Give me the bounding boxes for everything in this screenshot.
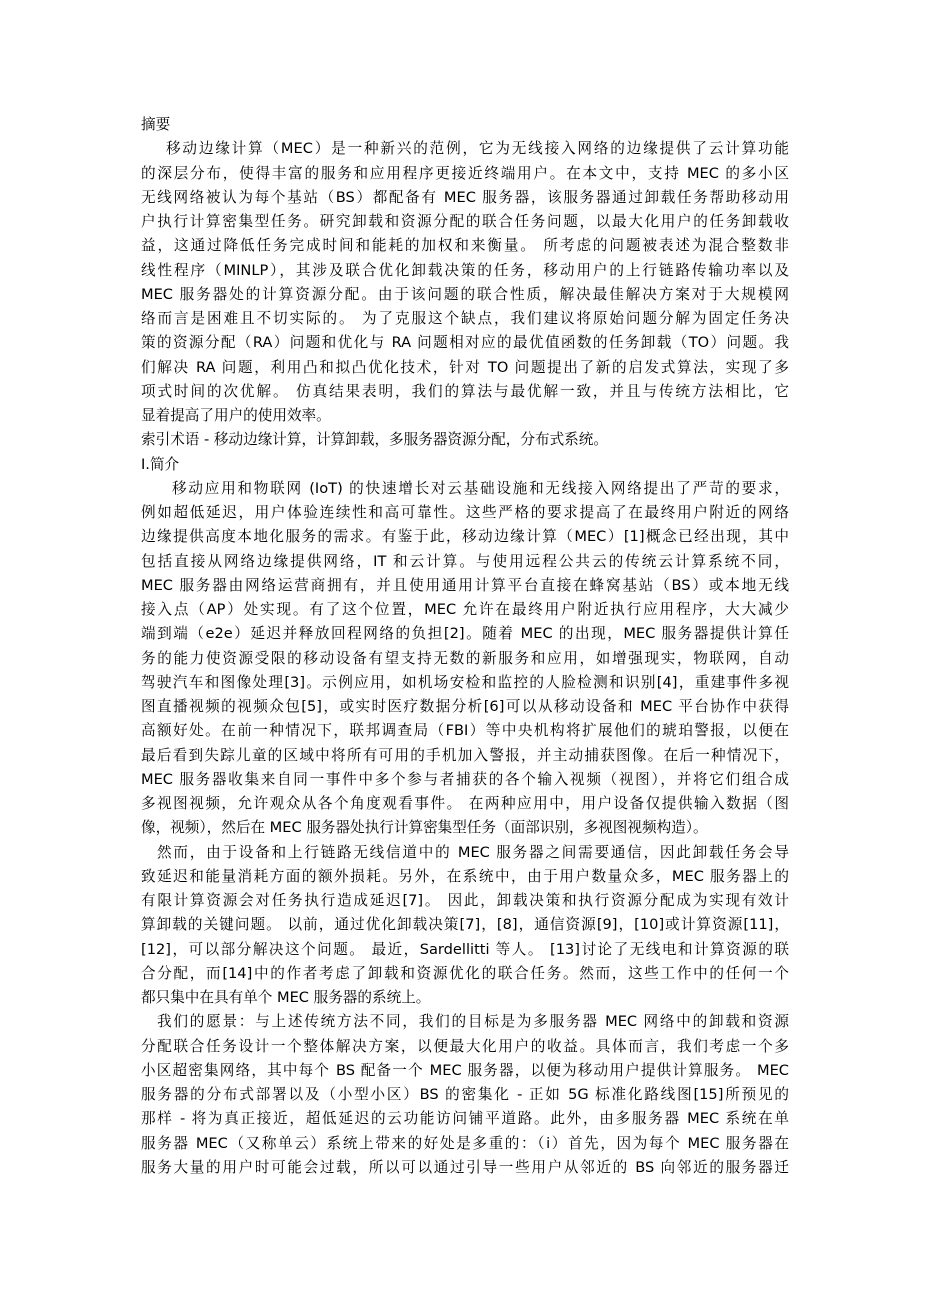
paragraph-line: 合分配，而[14]中的作者考虑了卸载和资源优化的联合任务。然而，这些工作中的任何一个	[141, 964, 789, 982]
paragraph-line: 我们的愿景：与上述传统方法不同，我们的目标是为多服务器 MEC 网络中的卸载和资源	[157, 1013, 789, 1031]
paragraph-line: 图直播视频的视频众包[5]，或实时医疗数据分析[6]可以从移动设备和 MEC 平台协作中获得	[141, 698, 789, 715]
intro-paragraph-2	[141, 841, 789, 1011]
abstract-line: 们解决 RA 问题，利用凸和拟凸优化技术，针对 TO 问题提出了新的启发式算法，实现了多	[141, 358, 789, 376]
paragraph-line: 高额好处。在前一种情况下，联邦调查局（FBI）等中央机构将扩展他们的琥珀警报，以便在	[141, 722, 789, 740]
paragraph-line: 分配联合任务设计一个整体解决方案，以便最大化用户的收益。具体而言，我们考虑一个多	[141, 1037, 789, 1055]
abstract-heading: 摘要	[141, 116, 171, 133]
paragraph-line: 接入点（AP）处实现。有了这个位置，MEC 允许在最终用户附近执行应用程序，大大减少	[141, 601, 789, 618]
paragraph-line: 驾驶汽车和图像处理[3]。示例应用，如机场安检和监控的人脸检测和识别[4]，重建事件多视	[141, 673, 789, 691]
index-terms: 索引术语 - 移动边缘计算，计算卸载，多服务器资源分配，分布式系统。	[141, 431, 608, 449]
section-heading-introduction: I.简介	[141, 455, 180, 473]
abstract-line: 显着提高了用户的使用效率。	[141, 407, 331, 424]
paragraph-line: [12]，可以部分解决这个问题。 最近，Sardellitti 等人。 [13]讨论了无线电和计算资源的联	[141, 940, 789, 958]
paragraph-line: 算卸载的关键问题。 以前，通过优化卸载决策[7]，[8]，通信资源[9]，[10]或计算资源[11]，	[141, 916, 789, 934]
abstract-line: 项式时间的次优解。 仿真结果表明，我们的算法与最优解一致，并且与传统方法相比，它	[141, 382, 789, 400]
abstract-line: 的深层分布，使得丰富的服务和应用程序更接近终端用户。在本文中，支持 MEC 的多小区	[141, 164, 789, 182]
paragraph-line: 移动应用和物联网 (IoT) 的快速增长对云基础设施和无线接入网络提出了严苛的要求，	[172, 479, 789, 497]
paragraph-line: 多视图视频，允许观众从各个角度观看事件。 在两种应用中，用户设备仅提供输入数据（图	[141, 795, 789, 812]
paragraph-line: MEC 服务器收集来自同一事件中多个参与者捕获的各个输入视频（视图），并将它们组合成	[141, 770, 789, 788]
abstract-line: 络而言是困难且不切实际的。 为了克服这个缺点，我们建议将原始问题分解为固定任务决	[141, 310, 789, 327]
text-column	[141, 113, 789, 1180]
paragraph-line: 服务大量的用户时可能会过载，所以可以通过引导一些用户从邻近的 BS 向邻近的服务器迁	[141, 1158, 789, 1176]
intro-paragraph-3	[141, 1010, 789, 1180]
abstract-line: 无线网络被认为每个基站（BS）都配备有 MEC 服务器，该服务器通过卸载任务帮助移动用	[141, 188, 789, 206]
paragraph-line: 最后看到失踪儿童的区域中将所有可用的手机加入警报，并主动捕获图像。在后一种情况下，	[141, 746, 789, 764]
paragraph-line: 都只集中在具有单个 MEC 服务器的系统上。	[141, 989, 431, 1006]
paragraph-line: 那样 - 将为真正接近，超低延迟的云功能访问铺平道路。此外，由多服务器 MEC 系统在单	[141, 1110, 789, 1128]
abstract-line: 线性程序（MINLP），其涉及联合优化卸载决策的任务，移动用户的上行链路传输功率以及	[141, 261, 789, 279]
paragraph-line: 服务器的分布式部署以及（小型小区）BS 的密集化 - 正如 5G 标准化路线图[15]所预见的	[141, 1086, 789, 1103]
abstract-body	[141, 137, 789, 428]
paragraph-line: 小区超密集网络，其中每个 BS 配备一个 MEC 服务器，以便为移动用户提供计算服务。 MEC	[141, 1061, 789, 1079]
paragraph-line: 服务器 MEC（又称单云）系统上带来的好处是多重的：（i）首先，因为每个 MEC 服务器在	[141, 1134, 789, 1152]
paragraph-line: 边缘提供高度本地化服务的需求。有鉴于此，移动边缘计算（MEC）[1]概念已经出现，其中	[141, 528, 789, 546]
paragraph-line: 端到端（e2e）延迟并释放回程网络的负担[2]。随着 MEC 的出现，MEC 服务器提供计算任	[141, 625, 789, 643]
abstract-line: 益，这通过降低任务完成时间和能耗的加权和来衡量。 所考虑的问题被表述为混合整数非	[141, 237, 789, 255]
paragraph-line: 致延迟和能量消耗方面的额外损耗。另外，在系统中，由于用户数量众多，MEC 服务器上的	[141, 867, 789, 885]
paragraph-line: 然而，由于设备和上行链路无线信道中的 MEC 服务器之间需要通信，因此卸载任务会导	[157, 843, 789, 861]
abstract-line: 户执行计算密集型任务。研究卸载和资源分配的联合任务问题，以最大化用户的任务卸载收	[141, 213, 789, 230]
paragraph-line: 有限计算资源会对任务执行造成延迟[7]。 因此，卸载决策和执行资源分配成为实现有效计	[141, 892, 789, 909]
paragraph-line: 例如超低延迟，用户体验连续性和高可靠性。这些严格的要求提高了在最终用户附近的网络	[141, 504, 789, 521]
paragraph-line: 务的能力使资源受限的移动设备有望支持无数的新服务和应用，如增强现实，物联网，自动	[141, 649, 789, 667]
paragraph-line: MEC 服务器由网络运营商拥有，并且使用通用计算平台直接在蜂窝基站（BS）或本地无线	[141, 576, 789, 594]
abstract-line: 策的资源分配（RA）问题和优化与 RA 问题相对应的最优值函数的任务卸载（TO）问题。我	[141, 334, 789, 352]
intro-paragraph-1	[141, 477, 789, 841]
paragraph-line: 像，视频），然后在 MEC 服务器处执行计算密集型任务（面部识别，多视图视频构造）。	[141, 819, 708, 837]
abstract-line: 移动边缘计算（MEC）是一种新兴的范例，它为无线接入网络的边缘提供了云计算功能	[166, 140, 789, 158]
paragraph-line: 包括直接从网络边缘提供网络，IT 和云计算。与使用远程公共云的传统云计算系统不同，	[141, 552, 789, 570]
abstract-line: MEC 服务器处的计算资源分配。由于该问题的联合性质，解决最佳解决方案对于大规模网	[141, 285, 789, 303]
